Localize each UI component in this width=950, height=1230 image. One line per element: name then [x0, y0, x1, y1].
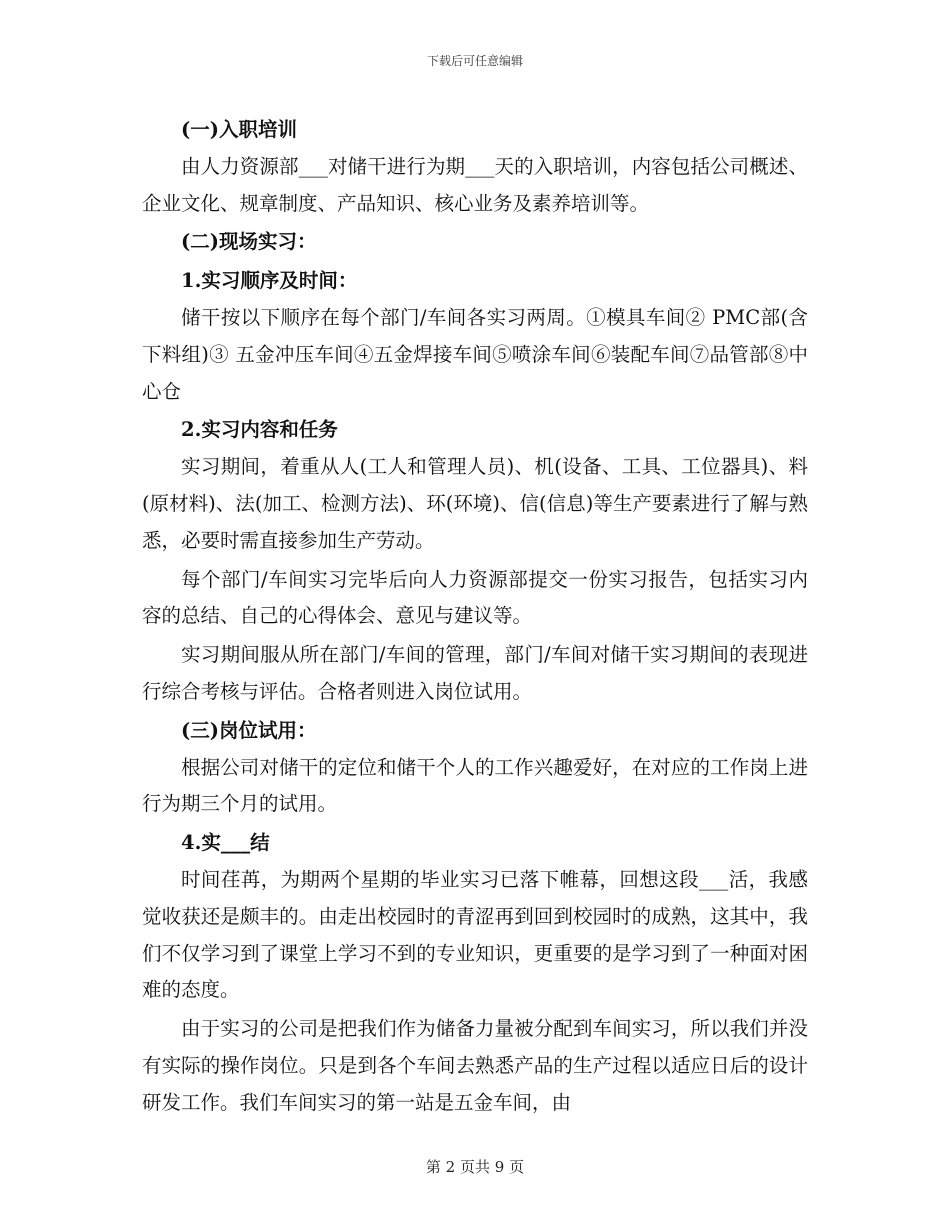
paragraph-report: 每个部门/车间实习完毕后向人力资源部提交一份实习报告，包括实习内容的总结、自己的心得体会、意见与建议等。	[142, 567, 808, 628]
paragraph-evaluation: 实习期间服从所在部门/车间的管理，部门/车间对储干实习期间的表现进行综合考核与评估。合格者则进入岗位试用。	[142, 643, 808, 703]
paragraph-trial: 根据公司对储干的定位和储干个人的工作兴趣爱好，在对应的工作岗上进行为期三个月的试用。	[142, 755, 808, 816]
section-heading-field-practice: (二)现场实习：	[181, 230, 317, 254]
paragraph-content-tasks: 实习期间，着重从人(工人和管理人员)、机(设备、工具、工位器具)、料(原材料)、法(加工、检测方法)、环(环境)、信(信息)等生产要素进行了解与熟悉，必要时需直接参加生产劳动。	[142, 455, 808, 552]
page-header: 下载后可任意编辑	[426, 54, 523, 68]
subheading-summary: 4.实___结	[181, 831, 270, 855]
document-body	[142, 112, 808, 1122]
section-heading-trial: (三)岗位试用：	[181, 718, 317, 742]
paragraph-order-time: 储干按以下顺序在每个部门/车间各实习两周。①模具车间② PMC部(含下料组)③ 五金冲压车间④五金焊接车间⑤喷涂车间⑥装配车间⑦品管部⑧中心仓	[142, 305, 808, 403]
paragraph-workshop: 由于实习的公司是把我们作为储备力量被分配到车间实习，所以我们并没有实际的操作岗位。只是到各个车间去熟悉产品的生产过程以适应日后的设计研发工作。我们车间实习的第一站是五金车间，由	[142, 1017, 808, 1114]
paragraph-summary: 时间荏苒，为期两个星期的毕业实习已落下帷幕，回想这段___活，我感觉收获还是颇丰的。由走出校园时的青涩再到回到校园时的成熟，这其中，我们不仅学习到了课堂上学习不到的专业知识，更重要的是学习到了一种面对困难的态度。	[142, 867, 808, 1002]
page-footer: 第 2 页共 9 页	[425, 1158, 525, 1176]
section-heading-onboarding: (一)入职培训	[181, 118, 297, 141]
subheading-order-time: 1.实习顺序及时间：	[181, 269, 358, 293]
paragraph-onboarding: 由人力资源部___对储干进行为期___天的入职培训，内容包括公司概述、企业文化、规章制度、产品知识、核心业务及素养培训等。	[142, 154, 808, 215]
subheading-content-tasks: 2.实习内容和任务	[181, 418, 338, 442]
